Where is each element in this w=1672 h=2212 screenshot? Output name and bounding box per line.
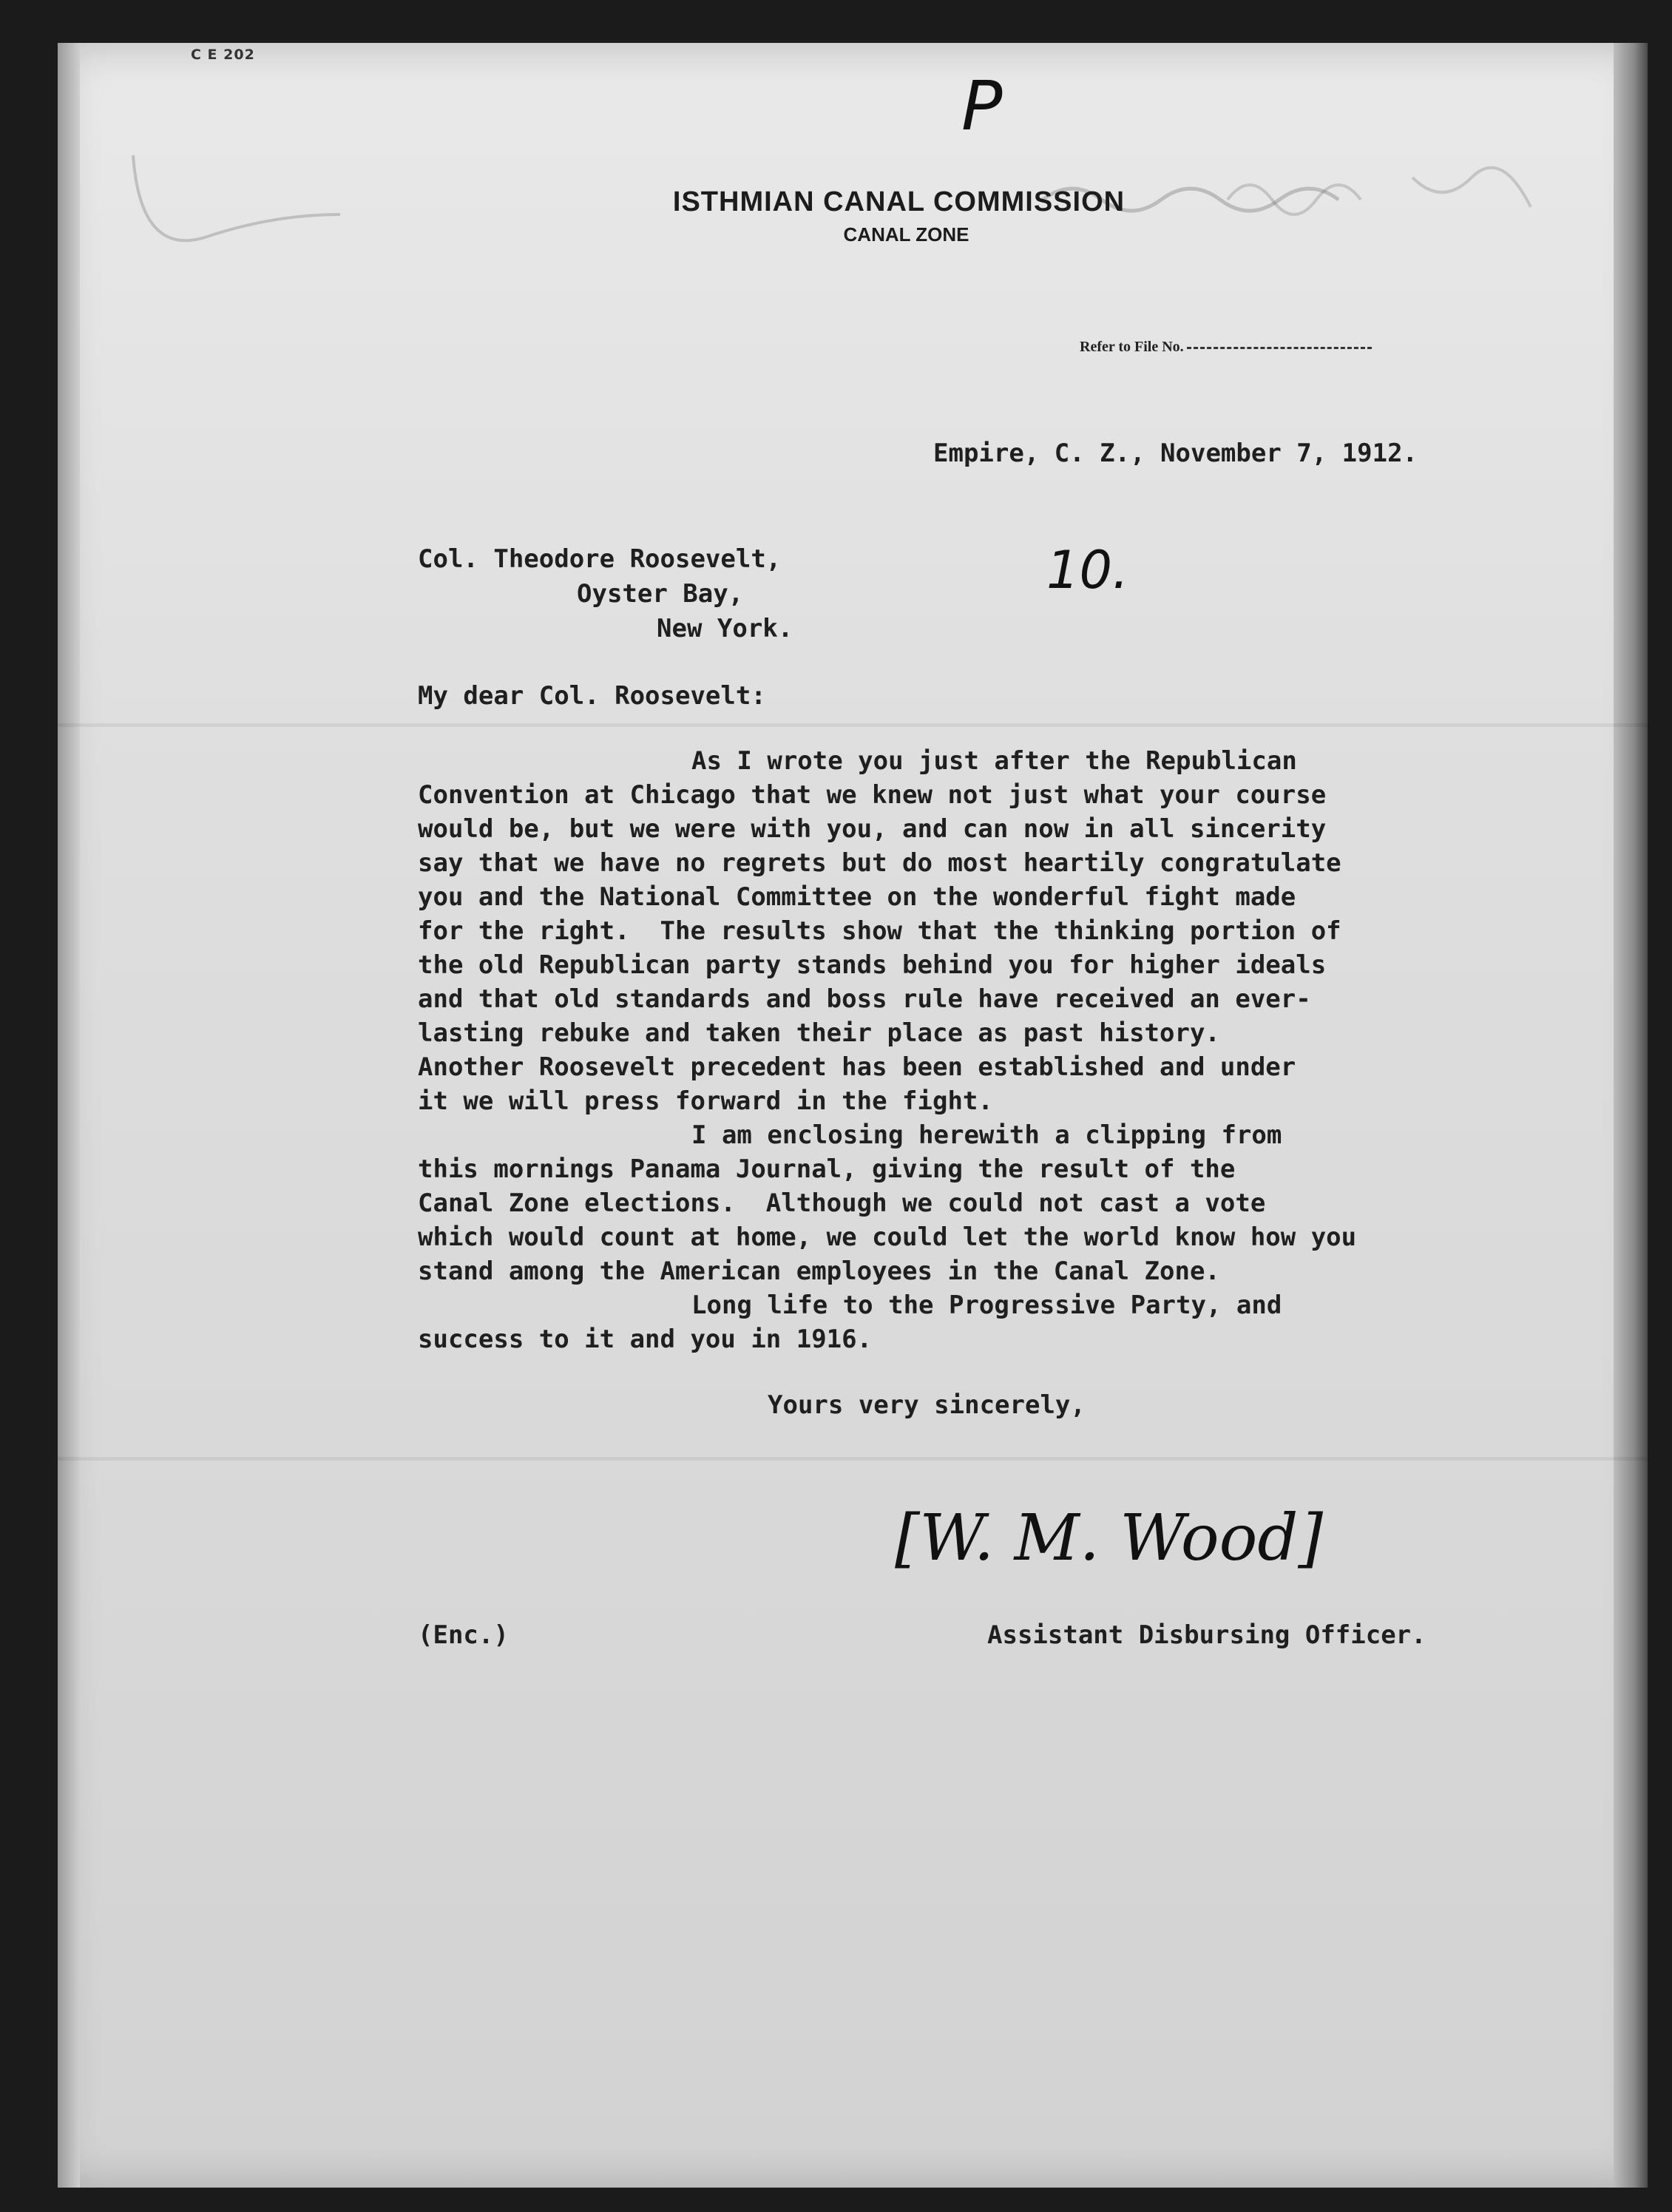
body-line: Convention at Chicago that we knew not just what your course xyxy=(418,780,1327,810)
handwritten-page-number: 10. xyxy=(1046,540,1129,601)
body-line: Another Roosevelt precedent has been established and under xyxy=(418,1052,1296,1082)
sheet-right-edge xyxy=(1614,43,1648,2188)
salutation: My dear Col. Roosevelt: xyxy=(418,681,766,711)
letterhead-title: ISTHMIAN CANAL COMMISSION xyxy=(672,186,1126,217)
handwritten-top-mark: P xyxy=(961,67,1003,146)
handwritten-signature: [W. M. Wood] xyxy=(895,1501,1324,1575)
body-line: the old Republican party stands behind you for higher ideals xyxy=(418,950,1327,980)
body-line: for the right. The results show that the thinking portion of xyxy=(418,916,1341,946)
fold-line-upper xyxy=(58,723,1648,727)
body-line: Long life to the Progressive Party, and xyxy=(691,1291,1282,1320)
body-line: and that old standards and boss rule have received an ever- xyxy=(418,984,1311,1014)
fold-line-lower xyxy=(58,1457,1648,1461)
form-number: C E 202 xyxy=(191,47,255,63)
recipient-name: Col. Theodore Roosevelt, xyxy=(418,544,782,574)
sheet-left-edge xyxy=(58,43,80,2188)
recipient-state: New York. xyxy=(657,614,793,643)
recipient-city: Oyster Bay, xyxy=(577,579,744,609)
refer-label: Refer to File No. xyxy=(1080,339,1184,355)
body-line: it we will press forward in the fight. xyxy=(418,1086,993,1116)
body-line: lasting rebuke and taken their place as past history. xyxy=(418,1018,1220,1048)
enclosure-note: (Enc.) xyxy=(418,1620,509,1650)
refer-to-file-field xyxy=(1080,339,1372,356)
dateline: Empire, C. Z., November 7, 1912. xyxy=(933,439,1418,468)
body-line: this mornings Panama Journal, giving the result of the xyxy=(418,1154,1236,1184)
signer-title: Assistant Disbursing Officer. xyxy=(987,1620,1426,1650)
body-line: stand among the American employees in the Canal Zone. xyxy=(418,1256,1220,1286)
body-line: Canal Zone elections. Although we could not cast a vote xyxy=(418,1188,1266,1218)
letterhead-subtitle: CANAL ZONE xyxy=(843,223,969,246)
body-line: would be, but we were with you, and can now in all sincerity xyxy=(418,814,1327,844)
body-line: I am enclosing herewith a clipping from xyxy=(691,1120,1282,1150)
body-line: you and the National Committee on the wonderful fight made xyxy=(418,882,1296,912)
refer-blank-line xyxy=(1187,347,1372,349)
body-line: success to it and you in 1916. xyxy=(418,1325,873,1354)
complimentary-close: Yours very sincerely, xyxy=(768,1390,1086,1420)
body-line: which would count at home, we could let the world know how you xyxy=(418,1222,1357,1252)
body-line: As I wrote you just after the Republican xyxy=(691,746,1297,776)
body-line: say that we have no regrets but do most heartily congratulate xyxy=(418,848,1341,878)
